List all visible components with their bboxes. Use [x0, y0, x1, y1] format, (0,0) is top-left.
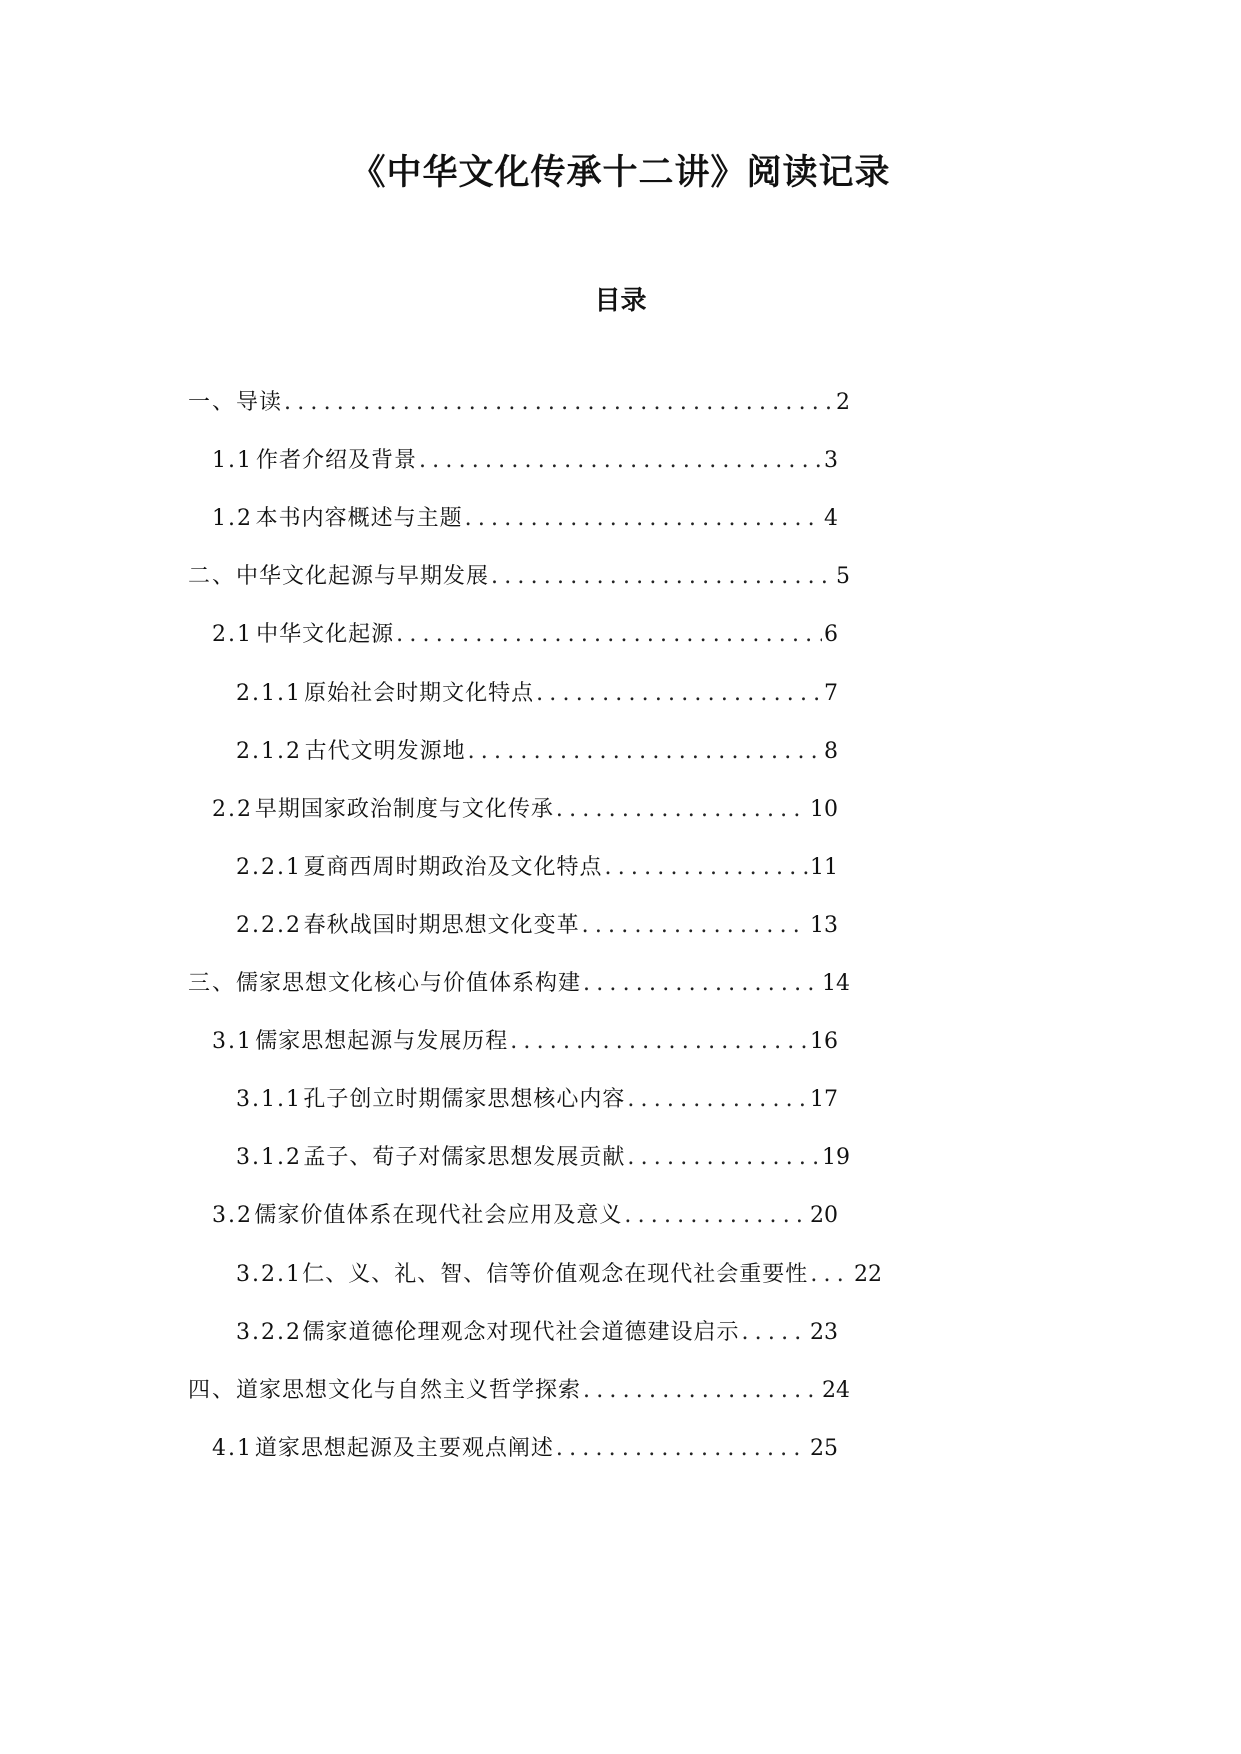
toc-entry-label: 儒家道德伦理观念对现代社会道德建设启示 [302, 1319, 740, 1345]
toc-entry-page-number: 6 [824, 622, 838, 648]
toc-entry-label: 本书内容概述与主题 [255, 506, 463, 532]
toc-entry-number: 一、 [188, 390, 237, 415]
toc-entry-label: 道家思想起源及主要观点阐述 [254, 1435, 554, 1461]
toc-entry-page-number: 2 [836, 390, 850, 415]
toc-entry-page-number: 19 [822, 1145, 850, 1171]
toc-entry[interactable] [0, 1429, 838, 1469]
toc-dot-leader [625, 1080, 808, 1120]
toc-entry-page-number: 11 [810, 854, 838, 880]
toc-entry-label: 作者介绍及背景 [255, 448, 417, 474]
toc-entry[interactable] [0, 1371, 850, 1411]
toc-entry-page-number: 25 [810, 1435, 838, 1461]
toc-entry-number: 3.1.1 [236, 1087, 302, 1113]
toc-dot-leader [508, 1022, 808, 1062]
toc-entry-label: 儒家思想起源与发展历程 [255, 1029, 509, 1055]
toc-entry[interactable] [0, 383, 850, 423]
toc-entry-number: 2.1.2 [236, 738, 302, 764]
toc-entry-label: 导读 [236, 390, 283, 415]
toc-entry[interactable] [0, 1080, 838, 1120]
toc-entry[interactable] [0, 499, 838, 539]
toc-dot-leader [581, 1371, 820, 1411]
toc-entry-page-number: 7 [824, 680, 838, 706]
toc-entry-label: 原始社会时期文化特点 [304, 680, 535, 706]
toc-entry[interactable] [0, 790, 838, 830]
toc-entry-label: 春秋战国时期思想文化变革 [303, 912, 580, 938]
toc-dot-leader [808, 1255, 852, 1295]
toc-entry[interactable] [0, 1138, 850, 1178]
toc-dot-leader [282, 383, 834, 423]
toc-dot-leader [417, 441, 822, 481]
document-title: 《中华文化传承十二讲》阅读记录 [350, 153, 891, 193]
toc-entry-number: 3.1 [212, 1029, 253, 1055]
toc-dot-leader [622, 1196, 808, 1236]
toc-dot-leader [463, 499, 822, 539]
toc-entry[interactable] [0, 1196, 838, 1236]
toc-entry-page-number: 10 [810, 796, 838, 822]
toc-entry-number: 三、 [188, 971, 237, 996]
toc-entry-number: 3.1.2 [236, 1145, 302, 1171]
toc-dot-leader [466, 732, 822, 772]
toc-entry-number: 四、 [188, 1377, 237, 1403]
toc-entry[interactable] [0, 674, 838, 714]
toc-entry-page-number: 17 [810, 1087, 838, 1113]
toc-entry-label: 夏商西周时期政治及文化特点 [303, 854, 603, 880]
toc-dot-leader [580, 906, 808, 946]
toc-entry-number: 3.2 [212, 1203, 253, 1229]
toc-entry-label: 中华文化起源 [256, 622, 395, 648]
toc-entry-number: 1.2 [212, 506, 253, 532]
toc-entry-page-number: 14 [822, 971, 850, 996]
toc-entry-label: 孔子创立时期儒家思想核心内容 [303, 1087, 626, 1113]
toc-entry[interactable] [0, 1313, 838, 1353]
toc-entry-number: 4.1 [212, 1435, 253, 1461]
toc-dot-leader [554, 1429, 808, 1469]
toc-dot-leader [534, 674, 822, 714]
toc-dot-leader [603, 848, 809, 888]
toc-entry-number: 2.2.2 [236, 912, 302, 938]
toc-dot-leader [581, 964, 820, 1004]
toc-entry[interactable] [0, 1255, 882, 1295]
toc-entry-number: 2.1 [212, 622, 253, 648]
toc-entry[interactable] [0, 441, 838, 481]
toc-entry[interactable] [0, 964, 850, 1004]
toc-entry-number: 3.2.1 [236, 1261, 302, 1287]
toc-entry-page-number: 20 [810, 1203, 838, 1229]
toc-entry-label: 孟子、荀子对儒家思想发展贡献 [303, 1145, 626, 1171]
toc-dot-leader [489, 557, 834, 597]
toc-entry-number: 2.2 [212, 796, 253, 822]
toc-dot-leader [554, 790, 808, 830]
toc-entry-number: 2.1.1 [236, 680, 302, 706]
toc-entry-label: 中华文化起源与早期发展 [236, 564, 490, 590]
toc-entry-label: 古代文明发源地 [304, 738, 466, 764]
toc-dot-leader [625, 1138, 820, 1178]
toc-entry-page-number: 4 [824, 506, 838, 532]
toc-entry-label: 早期国家政治制度与文化传承 [254, 796, 554, 822]
toc-entry-page-number: 5 [836, 564, 850, 590]
toc-entry-number: 2.2.1 [236, 854, 302, 880]
toc-entry[interactable] [0, 732, 838, 772]
toc-entry[interactable] [0, 1022, 838, 1062]
toc-entry-number: 二、 [188, 564, 237, 590]
toc-entry-label: 儒家价值体系在现代社会应用及意义 [254, 1203, 623, 1229]
toc-entry[interactable] [0, 615, 838, 655]
toc-entry[interactable] [0, 557, 850, 597]
toc-entry-label: 道家思想文化与自然主义哲学探索 [236, 1377, 582, 1403]
toc-entry[interactable] [0, 848, 838, 888]
toc-entry-page-number: 24 [822, 1377, 850, 1403]
toc-entry-page-number: 8 [824, 738, 838, 764]
toc-dot-leader [739, 1313, 808, 1353]
toc-entry-number: 3.2.2 [236, 1319, 302, 1345]
toc-entry-page-number: 13 [810, 912, 838, 938]
toc-heading: 目录 [594, 286, 647, 316]
toc-entry-page-number: 16 [810, 1029, 838, 1055]
toc-entry-page-number: 3 [824, 448, 838, 474]
toc-entry-label: 仁、义、礼、智、信等价值观念在现代社会重要性 [302, 1261, 809, 1287]
toc-entry-number: 1.1 [212, 448, 253, 474]
toc-entry-label: 儒家思想文化核心与价值体系构建 [236, 971, 582, 996]
toc-entry-page-number: 22 [854, 1261, 882, 1287]
toc-entry[interactable] [0, 906, 838, 946]
toc-dot-leader [394, 615, 822, 655]
toc-entry-page-number: 23 [810, 1319, 838, 1345]
